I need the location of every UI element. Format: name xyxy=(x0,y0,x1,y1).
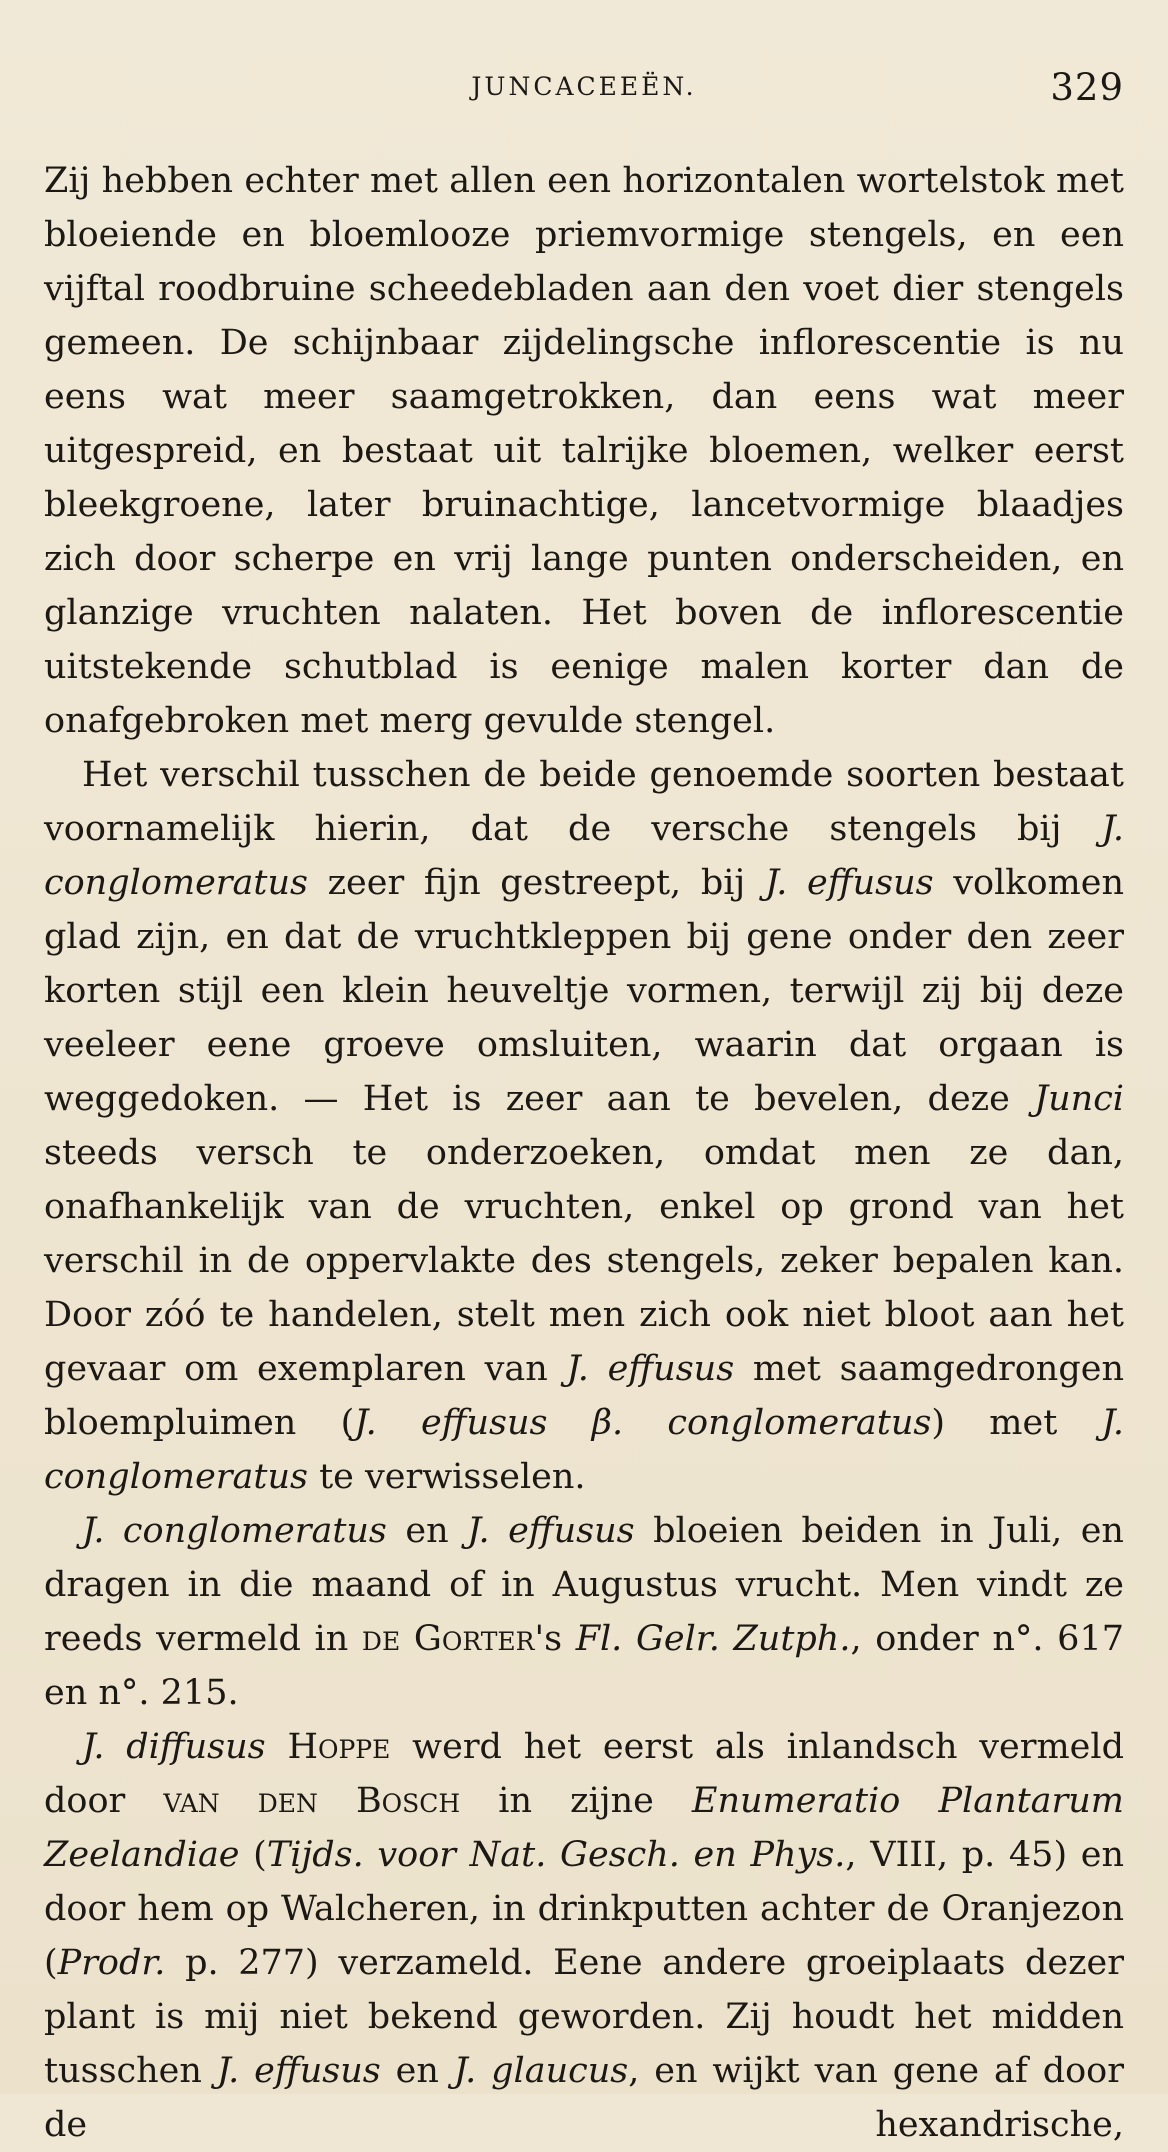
page-number: 329 xyxy=(1050,66,1124,109)
p2-text-3: volkomen glad zijn, en dat de vruchtkleppen bij gene onder den zeer korten stijl een klein heuveltje vormen, terwijl zij bij deze veeleer eene groeve omsluiten, waarin dat orgaan is weggedoken. — Het is zeer aan te bevelen, deze xyxy=(44,863,1125,1119)
p4-text-8: , en wijkt van gene af door de hexandrische, xyxy=(44,2051,1124,2145)
paragraph-2 xyxy=(44,748,1124,1504)
p4-text-4: ( xyxy=(239,1835,267,1875)
p4-author-2: van den Bosch xyxy=(163,1781,461,1821)
p3-text-4: , onder n°. 617 en n°. 215. xyxy=(44,1619,1124,1713)
p4-taxon-2: J. effusus xyxy=(216,2051,381,2091)
paragraph-1 xyxy=(44,154,1124,748)
p3-title-1: Fl. Gelr. Zutph. xyxy=(575,1619,851,1659)
paragraph-1-text: Zij hebben echter met allen een horizontalen wortelstok met bloeiende en bloemlooze priemvormige stengels, en een vijftal roodbruine scheedebladen aan den voet dier stengels gemeen. De schijnbaar zijdelingsche inflorescentie is nu eens wat meer saamgetrokken, dan eens wat meer uitgespreid, en bestaat uit talrijke bloemen, welker eerst bleekgroene, later bruinachtige, lancetvormige blaadjes zich door scherpe en vrij lange punten onderscheiden, en glanzige vruchten nalaten. Het boven de inflorescentie uitstekende schutblad is eenige malen korter dan de onafgebroken met merg gevulde stengel. xyxy=(44,161,1124,741)
p3-author-1: de Gorter xyxy=(361,1619,535,1659)
p3-text-2: bloeien beiden in Juli, en dragen in die maand of in Augustus vrucht. Men vindt ze reeds vermeld in xyxy=(44,1511,1124,1659)
p2-text-2: zeer fijn gestreept, bij xyxy=(307,863,765,903)
p3-text-3: 's xyxy=(534,1619,576,1659)
p4-title-1: Enumeratio Plantarum Zeelandiae xyxy=(44,1781,1124,1875)
p4-title-2: Tijds. voor Nat. Gesch. en Phys. xyxy=(266,1835,846,1875)
paragraph-3 xyxy=(44,1504,1124,1720)
p2-taxon-2: J. effusus xyxy=(764,863,934,903)
p4-author-1: Hoppe xyxy=(287,1727,391,1767)
p4-taxon-1: J. diffusus xyxy=(82,1727,266,1767)
p4-title-3: Prodr. xyxy=(57,1943,166,1983)
p2-text-1: Het verschil tusschen de beide genoemde soorten bestaat voornamelijk hierin, dat de versche stengels bij xyxy=(44,755,1124,849)
p4-text-1 xyxy=(266,1727,288,1767)
p2-text-5: met saamgedrongen bloempluimen ( xyxy=(44,1349,1124,1443)
p2-text-6: ) met xyxy=(931,1403,1102,1443)
p2-text-7: te verwisselen. xyxy=(307,1457,586,1497)
p4-text-6: p. 277) verzameld. Eene andere groeiplaats dezer plant is mij niet bekend geworden. Zij houdt het midden tusschen xyxy=(44,1943,1124,2091)
running-title: JUNCACEEËN. xyxy=(471,72,697,101)
p3-taxon-1: J. conglomeratus xyxy=(82,1511,387,1551)
p2-taxon-1: J. conglomeratus xyxy=(44,809,1124,903)
p2-text-4: steeds versch te onderzoeken, omdat men ze dan, onafhankelijk van de vruchten, enkel op grond van het verschil in de oppervlakte des stengels, zeker bepalen kan. Door zóó te handelen, stelt men zich ook niet bloot aan het gevaar om exemplaren van xyxy=(44,1133,1124,1389)
p3-taxon-2: J. effusus xyxy=(467,1511,635,1551)
p4-text-7: en xyxy=(380,2051,454,2091)
p4-text-5: , VIII, p. 45) en door hem op Walcheren, in drinkputten achter de Oranjezon ( xyxy=(44,1835,1125,1983)
p2-taxon-3: Junci xyxy=(1034,1079,1124,1119)
p2-taxon-4: J. effusus xyxy=(566,1349,735,1389)
p4-text-2: werd het eerst als inlandsch vermeld door xyxy=(44,1727,1124,1821)
p4-text-3: in zijne xyxy=(460,1781,692,1821)
body-text xyxy=(44,154,1124,2152)
page-header xyxy=(44,66,1124,116)
p2-taxon-6: J. conglomeratus xyxy=(44,1403,1124,1497)
p2-taxon-5: J. effusus β. conglomeratus xyxy=(354,1403,932,1443)
paragraph-4 xyxy=(44,1720,1124,2152)
p3-text-1: en xyxy=(386,1511,468,1551)
p4-taxon-3: J. glaucus xyxy=(453,2051,629,2091)
